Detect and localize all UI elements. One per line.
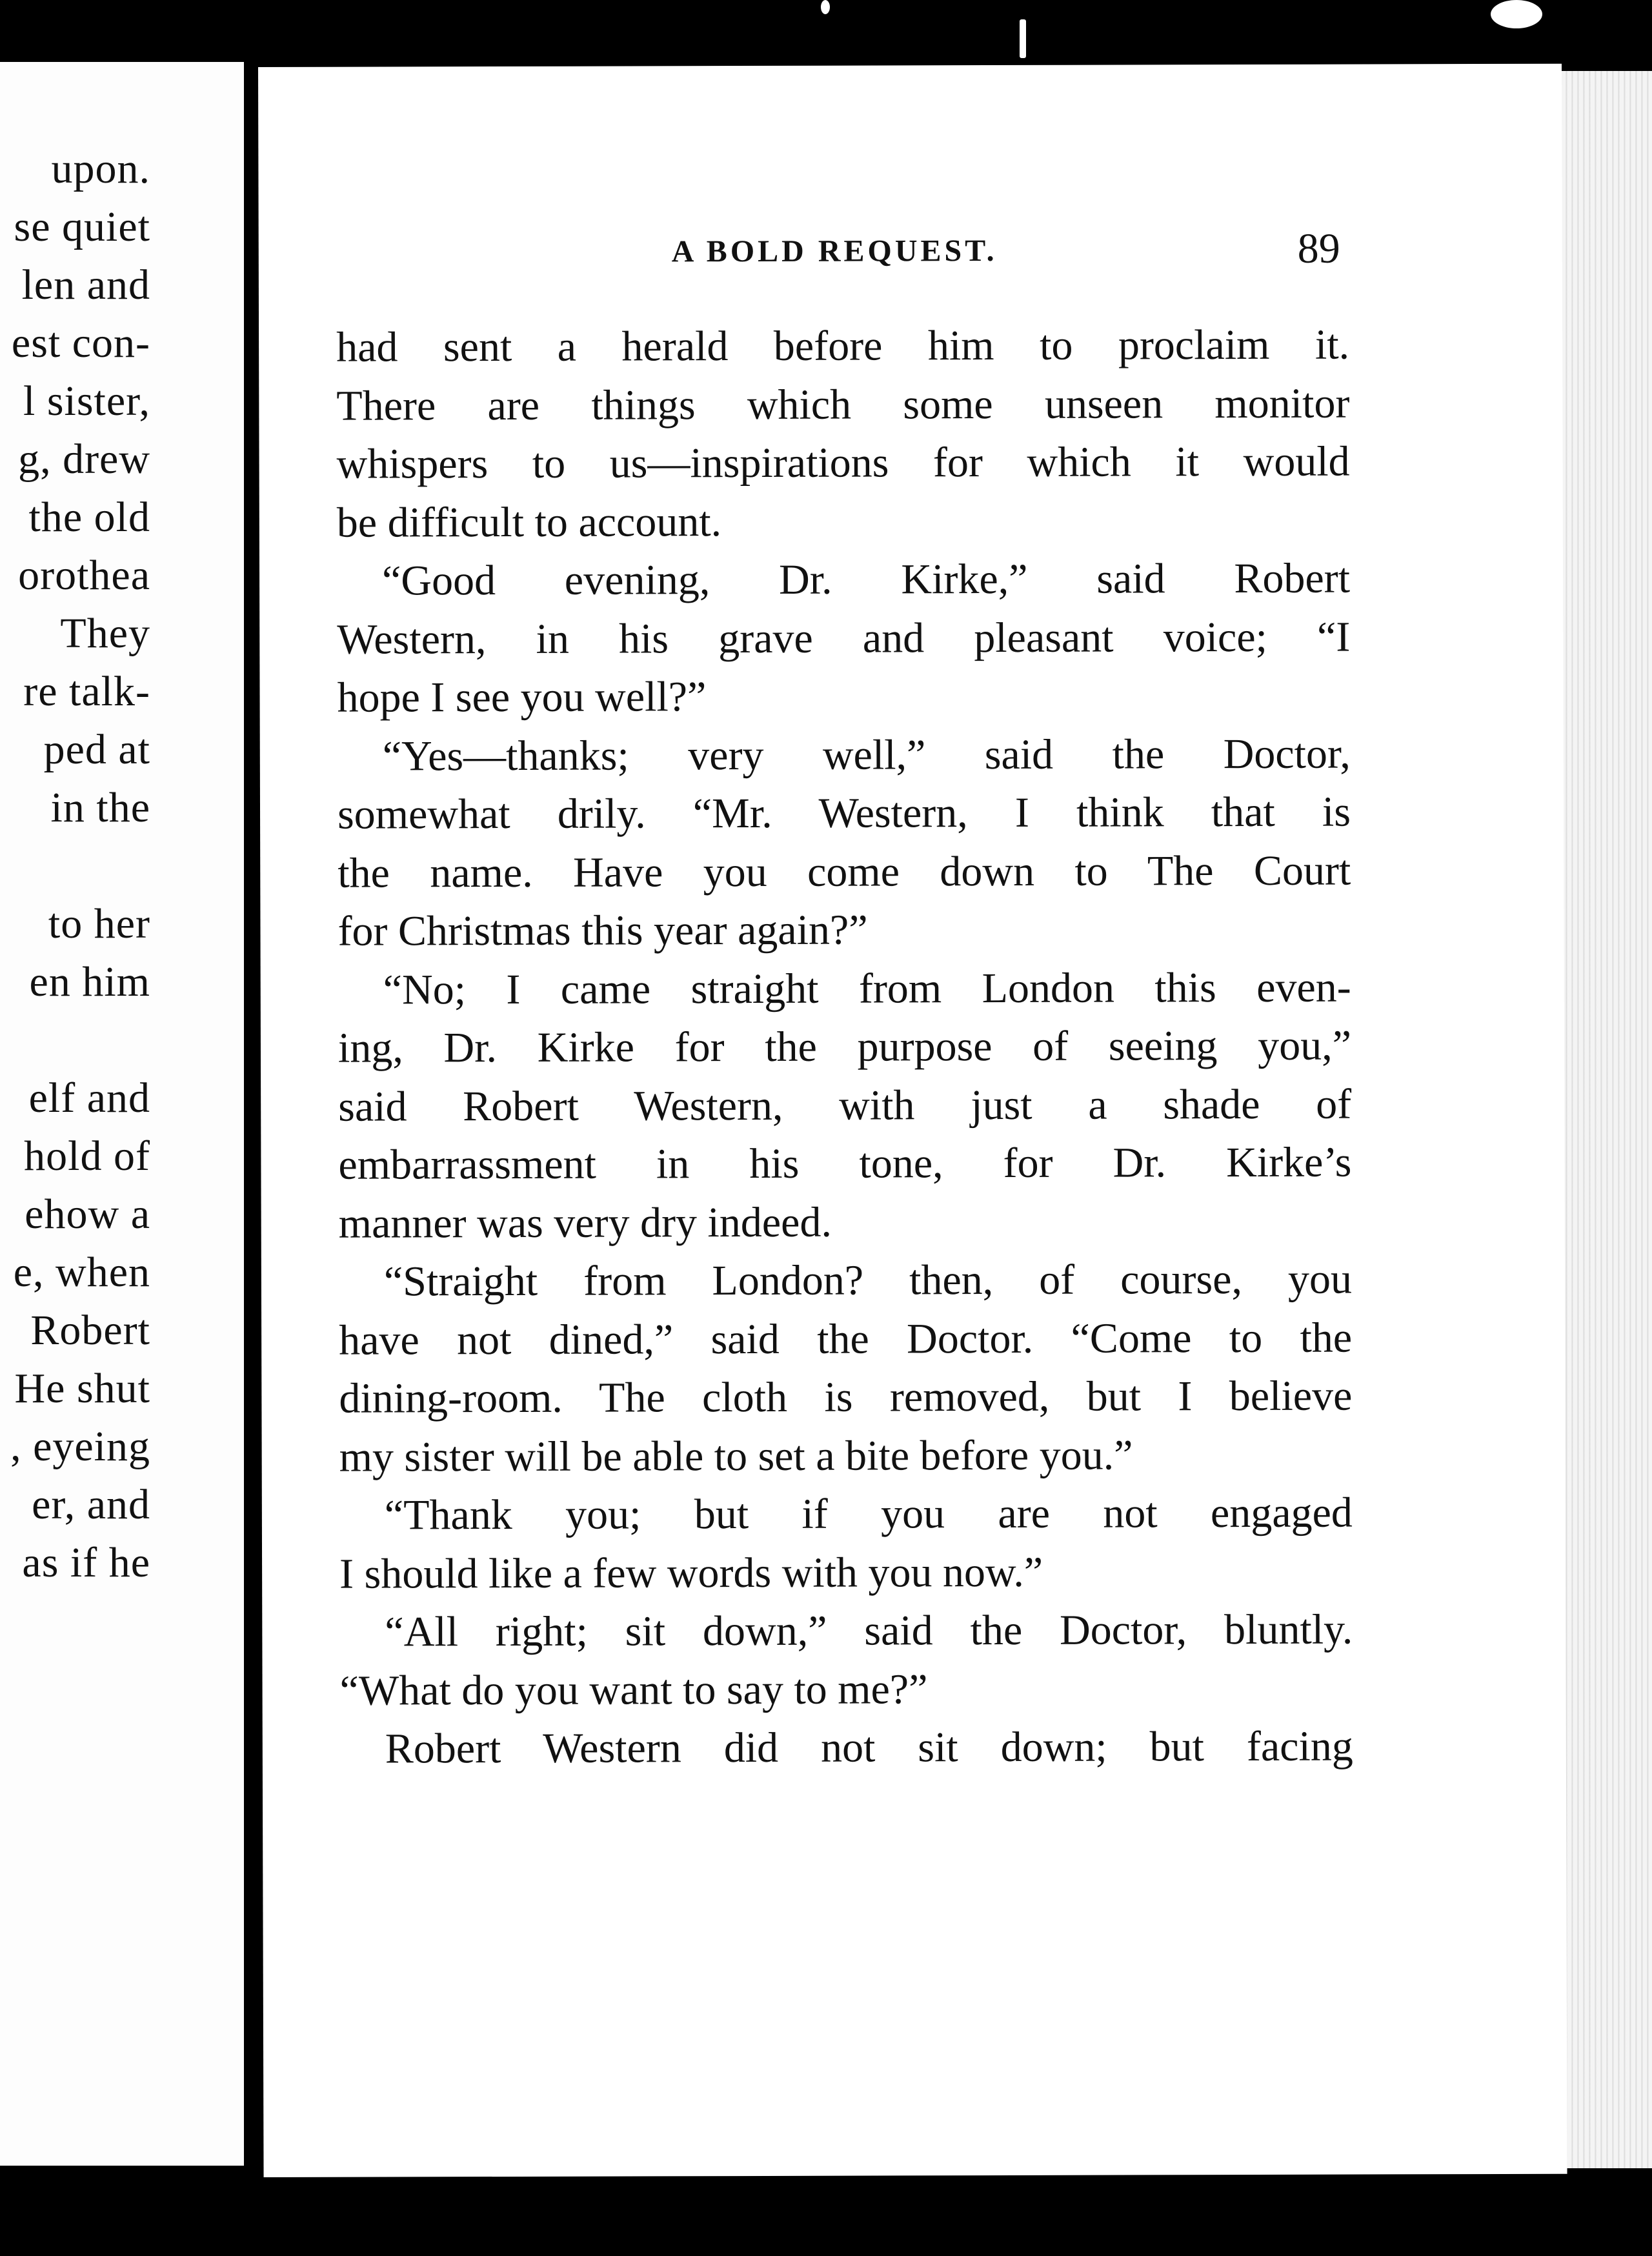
text-line: Robert Western did not sit down; but facing — [385, 1722, 1353, 1773]
text-line: Western, in his grave and pleasant voice; “I — [337, 613, 1351, 663]
text-line: “Thank you; but if you are not engaged — [384, 1489, 1353, 1539]
scan-debris-speck — [1020, 19, 1026, 58]
left-line-fragment: They — [60, 610, 150, 657]
text-line: had sent a herald before him to proclaim it. — [336, 321, 1350, 371]
text-line: “No; I came straight from London this even- — [383, 963, 1351, 1013]
left-line-fragment: len and — [21, 261, 150, 308]
text-line: the name. Have you come down to The Court — [337, 847, 1351, 897]
text-line: “What do you want to say to me?” — [339, 1665, 928, 1715]
page-edges — [1562, 71, 1652, 2168]
left-line-fragment: elf and — [28, 1074, 150, 1122]
left-line-fragment: hold of — [24, 1133, 150, 1180]
left-facing-page — [0, 62, 244, 2166]
text-line: “Good evening, Dr. Kirke,” said Robert — [381, 554, 1351, 605]
left-line-fragment: to her — [48, 900, 150, 947]
text-line: I should like a few words with you now.” — [339, 1548, 1043, 1598]
scan-debris-speck — [821, 0, 830, 14]
text-line: said Robert Western, with just a shade of — [338, 1080, 1352, 1131]
text-line: “All right; sit down,” said the Doctor, bluntly. — [385, 1606, 1353, 1656]
left-line-fragment: ehow a — [25, 1191, 150, 1238]
text-line: “Straight from London? then, of course, you — [383, 1255, 1353, 1305]
left-line-fragment: er, and — [32, 1481, 150, 1528]
text-line: have not dined,” said the Doctor. “Come to the — [339, 1314, 1353, 1364]
body-text — [336, 316, 1353, 1779]
left-line-fragment: e, when — [13, 1249, 150, 1296]
text-line: whispers to us—inspirations for which it would — [336, 438, 1350, 488]
left-line-fragment: re talk- — [23, 668, 150, 715]
text-line: for Christmas this year again?” — [337, 906, 868, 955]
left-line-fragment: ped at — [43, 726, 150, 773]
left-line-fragment: in the — [50, 784, 150, 831]
left-line-fragment: en him — [29, 958, 150, 1005]
left-line-fragment: as if he — [22, 1539, 150, 1586]
left-line-fragment: , eyeing — [10, 1423, 150, 1470]
text-line: There are things which some unseen monitor — [336, 379, 1350, 430]
text-line: hope I see you well?” — [337, 673, 707, 721]
left-line-fragment: orothea — [18, 552, 150, 599]
left-line-fragment: He shut — [14, 1365, 150, 1412]
running-head: A BOLD REQUEST. — [671, 234, 998, 269]
text-line: ing, Dr. Kirke for the purpose of seeing you,” — [337, 1022, 1352, 1072]
right-page — [258, 64, 1567, 2177]
text-line: embarrassment in his tone, for Dr. Kirke’s — [338, 1138, 1352, 1189]
left-line-fragment: l sister, — [23, 378, 150, 425]
left-line-fragment: est con- — [11, 319, 150, 367]
left-line-fragment: se quiet — [14, 203, 150, 250]
page-gutter — [244, 62, 258, 2191]
left-line-fragment: the old — [28, 494, 150, 541]
text-line: be difficult to account. — [336, 498, 722, 547]
text-line: somewhat drily. “Mr. Western, I think that is — [337, 788, 1351, 838]
text-line: manner was very dry indeed. — [338, 1198, 832, 1247]
text-line: “Yes—thanks; very well,” said the Doctor, — [382, 730, 1351, 780]
page-number: 89 — [1297, 225, 1340, 272]
text-line: my sister will be able to set a bite before you.” — [339, 1431, 1133, 1481]
left-line-fragment: g, drew — [18, 436, 150, 483]
left-line-fragment: Robert — [30, 1307, 150, 1354]
left-line-fragment: upon. — [51, 145, 150, 192]
text-line: dining-room. The cloth is removed, but I believe — [339, 1372, 1353, 1422]
scan-debris-speck — [1491, 0, 1542, 28]
